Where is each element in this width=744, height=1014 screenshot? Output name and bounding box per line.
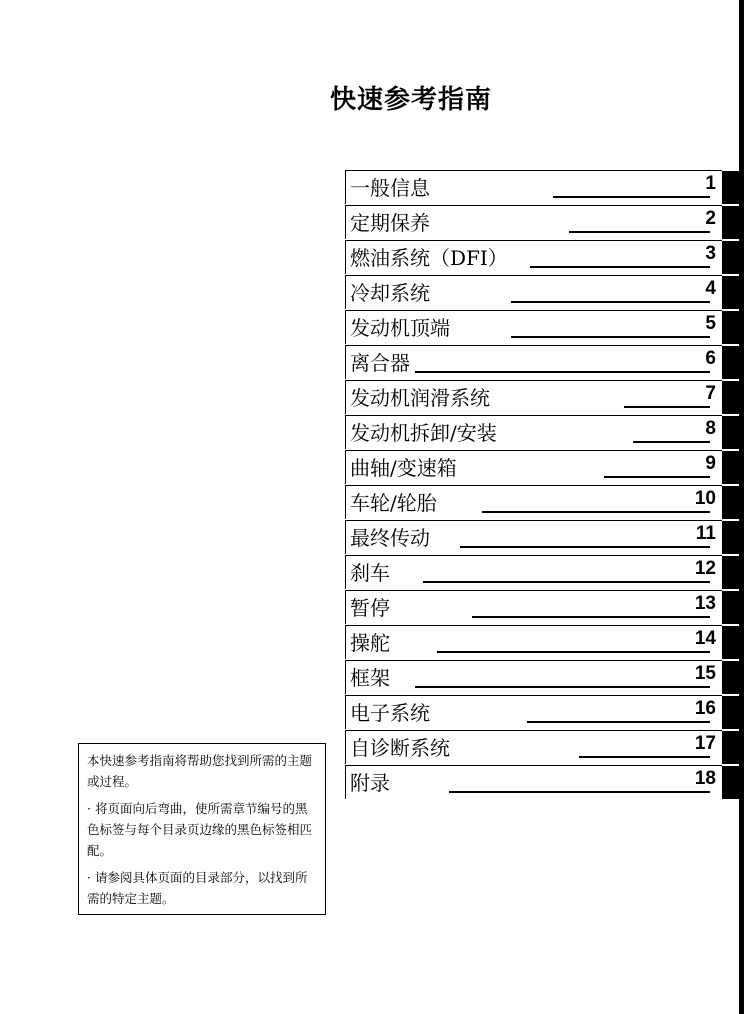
instruction-text: · 请参阅具体页面的目录部分，以找到所需的特定主题。	[87, 870, 308, 906]
toc-row[interactable]	[345, 765, 744, 799]
section-number: 17	[694, 733, 716, 754]
toc-row[interactable]	[345, 415, 744, 449]
row-left-rule	[345, 765, 346, 799]
row-top-rule	[345, 345, 722, 346]
section-title: 曲轴/变速箱	[350, 453, 459, 483]
toc-row[interactable]	[345, 170, 744, 204]
row-left-rule	[345, 170, 346, 204]
toc-row[interactable]	[345, 205, 744, 239]
section-tab	[722, 696, 744, 729]
leader-line	[633, 441, 710, 443]
row-left-rule	[345, 485, 346, 519]
section-title: 自诊断系统	[350, 733, 452, 763]
section-title: 最终传动	[350, 523, 432, 553]
row-top-rule	[345, 485, 722, 486]
leader-line	[437, 651, 710, 653]
row-top-rule	[345, 520, 722, 521]
toc-row[interactable]	[345, 695, 744, 729]
row-left-rule	[345, 310, 346, 344]
toc-row[interactable]	[345, 450, 744, 484]
leader-line	[604, 476, 710, 478]
row-left-rule	[345, 555, 346, 589]
toc-row[interactable]	[345, 485, 744, 519]
leader-line	[527, 721, 710, 723]
section-tab	[722, 766, 744, 799]
section-title: 刹车	[350, 558, 392, 588]
section-tab	[722, 661, 744, 694]
row-top-rule	[345, 240, 722, 241]
section-title: 燃油系统（DFI）	[350, 243, 510, 273]
row-left-rule	[345, 345, 346, 379]
toc-row[interactable]	[345, 520, 744, 554]
section-tab	[722, 311, 744, 344]
table-of-contents	[345, 170, 744, 800]
section-tab	[722, 346, 744, 379]
section-title: 暂停	[350, 593, 392, 623]
leader-line	[482, 511, 710, 513]
section-tab	[722, 241, 744, 274]
section-tab	[722, 591, 744, 624]
leader-line	[415, 371, 710, 373]
toc-row[interactable]	[345, 660, 744, 694]
row-top-rule	[345, 590, 722, 591]
row-top-rule	[345, 310, 722, 311]
section-tab	[722, 486, 744, 519]
row-top-rule	[345, 380, 722, 381]
section-number: 2	[705, 208, 716, 229]
section-tab	[722, 381, 744, 414]
leader-line	[472, 616, 710, 618]
row-left-rule	[345, 415, 346, 449]
section-tab	[722, 206, 744, 239]
row-left-rule	[345, 625, 346, 659]
row-left-rule	[345, 240, 346, 274]
toc-row[interactable]	[345, 555, 744, 589]
section-number: 9	[705, 453, 716, 474]
leader-line	[579, 756, 710, 758]
section-number: 7	[705, 383, 716, 404]
section-number: 14	[694, 628, 716, 649]
section-title: 电子系统	[350, 698, 432, 728]
section-number: 15	[694, 663, 716, 684]
section-tab	[722, 521, 744, 554]
toc-row[interactable]	[345, 310, 744, 344]
section-number: 12	[694, 558, 716, 579]
row-top-rule	[345, 660, 722, 661]
leader-line	[624, 406, 710, 408]
page-title: 快速参考指南	[330, 85, 493, 115]
section-tab	[722, 276, 744, 309]
row-top-rule	[345, 695, 722, 696]
section-number: 16	[694, 698, 716, 719]
section-title: 冷却系统	[350, 278, 432, 308]
leader-line	[553, 196, 710, 198]
leader-line	[415, 686, 710, 688]
row-top-rule	[345, 555, 722, 556]
row-top-rule	[345, 415, 722, 416]
row-left-rule	[345, 695, 346, 729]
section-tab	[722, 626, 744, 659]
row-left-rule	[345, 590, 346, 624]
section-number: 1	[705, 173, 716, 194]
row-left-rule	[345, 205, 346, 239]
section-title: 附录	[350, 768, 392, 798]
row-top-rule	[345, 275, 722, 276]
section-tab	[722, 416, 744, 449]
section-title: 发动机拆卸/安装	[350, 418, 499, 448]
section-number: 13	[694, 593, 716, 614]
instruction-text: · 将页面向后弯曲，使所需章节编号的黑色标签与每个目录页边缘的黑色标签相匹配。	[87, 801, 313, 858]
leader-line	[511, 301, 710, 303]
toc-row[interactable]	[345, 380, 744, 414]
toc-row[interactable]	[345, 275, 744, 309]
row-top-rule	[345, 450, 722, 451]
section-title: 车轮/轮胎	[350, 488, 439, 518]
section-title: 发动机顶端	[350, 313, 452, 343]
section-tab	[722, 731, 744, 764]
toc-row[interactable]	[345, 625, 744, 659]
row-top-rule	[345, 170, 722, 171]
leader-line	[511, 336, 710, 338]
section-number: 5	[705, 313, 716, 334]
row-left-rule	[345, 660, 346, 694]
section-number: 3	[705, 243, 716, 264]
row-top-rule	[345, 765, 722, 766]
section-number: 4	[705, 278, 716, 299]
section-number: 8	[705, 418, 716, 439]
toc-row[interactable]	[345, 590, 744, 624]
section-number: 11	[695, 523, 716, 544]
instruction-box	[78, 743, 326, 915]
instruction-text: 本快速参考指南将帮助您找到所需的主题或过程。	[87, 753, 313, 789]
section-number: 10	[694, 488, 716, 509]
leader-line	[423, 581, 710, 583]
section-number: 18	[694, 768, 716, 789]
toc-row[interactable]	[345, 345, 744, 379]
leader-line	[449, 791, 710, 793]
section-title: 一般信息	[350, 173, 432, 203]
leader-line	[530, 266, 710, 268]
leader-line	[569, 231, 710, 233]
row-top-rule	[345, 205, 722, 206]
section-title: 定期保养	[350, 208, 432, 238]
leader-line	[460, 546, 710, 548]
section-title: 离合器	[350, 348, 412, 378]
row-left-rule	[345, 380, 346, 414]
toc-row[interactable]	[345, 730, 744, 764]
section-tab	[722, 171, 744, 204]
row-left-rule	[345, 730, 346, 764]
row-left-rule	[345, 520, 346, 554]
section-title: 操舵	[350, 628, 392, 658]
section-title: 发动机润滑系统	[350, 383, 492, 413]
row-top-rule	[345, 730, 722, 731]
toc-row[interactable]	[345, 240, 744, 274]
row-left-rule	[345, 450, 346, 484]
section-tab	[722, 451, 744, 484]
section-title: 框架	[350, 663, 392, 693]
section-tab	[722, 556, 744, 589]
section-number: 6	[705, 348, 716, 369]
row-left-rule	[345, 275, 346, 309]
row-top-rule	[345, 625, 722, 626]
